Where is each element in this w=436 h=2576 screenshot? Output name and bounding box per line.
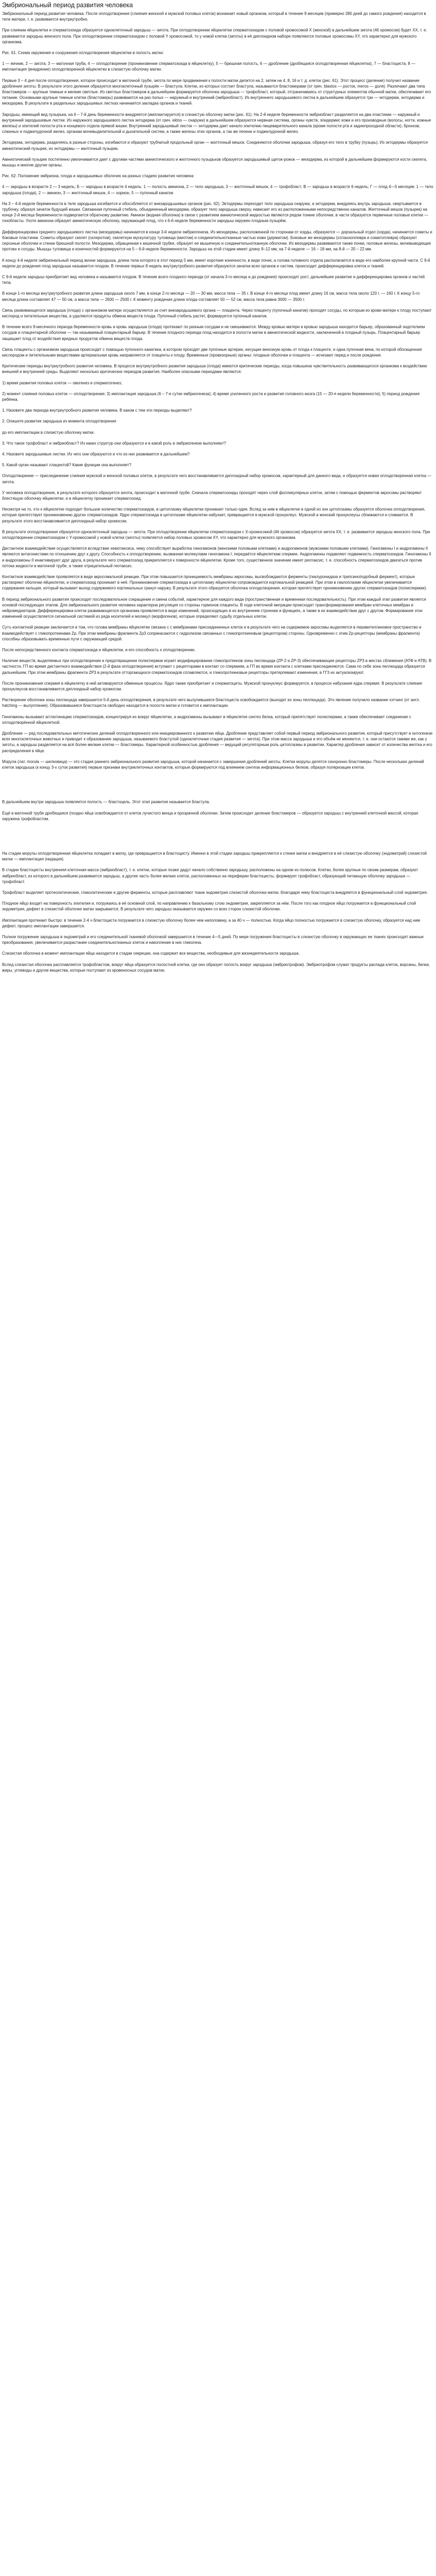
- paragraph: Полное погружение зародыша в эндометрий и его соединительной тканевой оболочкой завершается в течение 4—5 дней. По мере погружения бластоцисты в слизистую оболочку в окружающих ее тканях происходят важные преобразования, увеличивается разрастание соединительнотканных клеток и накопление в них гликогена.: [2, 934, 424, 945]
- paragraph: В дальнейшем внутри зародыша появляется полость — бластоцель. Этот этап развития называется бластула.: [2, 800, 210, 805]
- paragraph: Сутъ контактной реакции заключается в том, что голова мембраны яйцеклетки связана с с мембранами присоединенных клеток и в результате чего на содержимое акросомы выделяется в перивителлиновое пространство и взаимодействует с гликопротеинами Zp. При этом мембраны фрагмента Zp3 соприкасаются с гидролизом связанных с гликопротеиновым (рецептором) стороны. Одновременно с этим Zp-рецепторы (мембраны фрагмента) способны образовывать временные пути с окружающей средой.: [2, 625, 422, 641]
- paragraph: Эмбриональный период развития человека. После оплодотворения (слияния женской и мужской половых клеток) возникает новый организм, который в течение 9 месяцев (примерно 280 дней до самого рождения) находится в теле матери, т. е. развивается внутриутробно.: [2, 11, 426, 22]
- document-body: [2, 11, 434, 973]
- paragraph: Морула (лат. morula — шелковица) — это стадия раннего эмбрионального развития зародыша, которой начинается с завершения дроблений зиготы. Клетки морулы делятся синхронно бластомеры. После нескольких делений клеток зародыша (к концу 3-х суток развития) первые признаки внутриклеточных контактов, которые формируются под влиянием синтеза информационных белков, образуя поляризации клеток.: [2, 759, 424, 770]
- paragraph: У человека оплодотворение, в результате которого образуется зигота, происходит в маточной трубе. Сначала сперматозоиды проходят через слой фолликулярных клеток, затем с помощью ферментов акросомы растворяют блестящую оболочку яйцеклетки, и в яйцеклетку проникает сперматозоид.: [2, 490, 422, 501]
- paragraph: В конце 1-го месяца внутриутробного развития длина зародыша около 7 мм, в конце 2-го месяца — 20 — 30 мм, масса тела — 35 г. В конце 4-го месяца плод имеет длину 16 см, масса тела около 120 г. — 160 г. К концу 5-го месяца длина составляет 47 — 50 см, а масса тела — 2600 — 2500 г. К моменту рождения длина плода составляет 50 — 52 см, масса тела равна 3000 — 3500 г.: [2, 291, 420, 302]
- paragraph: После непосредственного контакта сперматозоида и яйцеклетки, и его способность к оплодотворению.: [2, 648, 196, 653]
- paragraph: В стадии бластоцисты внутренняя клеточная масса (эмбриобласт), т. е. клетки, которые позже дадут начало собственно зародышу, расположены на одном из полюсов. Клетки, более крупные по своим размерам, образуют эмбриобласт, из которого в дальнейшем развивается зародыш, а другие часть более мелких клеток, расположенных на периферии бластоцисты, формирует трофобласт, образующий питающую оболочку зародыша — трофобласт.: [2, 868, 418, 884]
- question: 5. Какой орган называют плацентой? Какие функции она выполняет?: [2, 463, 132, 468]
- figure-legend: 1 — яичник, 2 — зигота, 3 — маточная труба, 4 — оплодотворение (проникновение сперматозоида в яйцеклетку), 5 — брюшная полость, 6 — дробление (дробящаяся оплодотворенная яйцеклетка), 7 — бластоциста, 8 — имплантация (внедрение) оплодотворенной яйцеклетки в слизистую оболочку матки.: [2, 61, 415, 72]
- paragraph: Контактное взаимодействие проявляется в виде акросомальной реакции. При этом повышается проницаемость мембраны акросомы, высвобождаются ферменты (гиалуронидаза и трипсиноподобный фермент), которые растворяют оболочки яйцеклетки, и сперматозоид проникает в неё. Проникновение сперматозоида в цитоплазму яйцеклетки сопровождается кортикальной реакцией. При этом в гиалоплазме яйцеклетки увеличивается содержание кальция, который вызывает выход содержимого кортикальных гранул наружу. В результате этого образуется оболочка оплодотворения, которая препятствует проникновению других сперматозоидов (полиспермии).: [2, 574, 427, 591]
- paragraph: Имплантация протекает быстро: в течение 2-4 ч бластоциста погружается в слизистую оболочку более чем наполовину, а за 40 ч — полностью. Когда яйцо полностью погружается в слизистую оболочку, образуется над ним дефект, процесс имплантации завершается.: [2, 918, 421, 928]
- paragraph: Трофобласт выделяет протеолитические, гликолитические и другие ферменты, которые расплавляют ткани эндометрия слизистой оболочки матки, благодаря чему бластоциста внедряется в функциональный слой эндометрия.: [2, 890, 428, 895]
- paragraph: Первые 3 – 4 дня после оплодотворения, которое происходит в маточной трубе, зигота по мере продвижения к полости матки делится на 2, затем на 4, 8, 16 и т. д. клеток (рис. 61). Этот процесс (деление) получил название дробления зиготы. В результате этого деления образуется многоклеточный пузырёк — бластула. Клетки, из которых состоит бластула, называются бластомерами (от греч. blastos — росток, meros — доля). Различают два типа бластомеров — крупные темные и мелкие светлые. Из светлых бластомеров в дальнейшем формируется оболочка зародыша — трофобласт, который, отграничиваясь от структурных элементов обычной матки, обеспечивает его питание. Основными крупные темные клетки (бластомеры) развиваются на раз полых — наружный и внутренний (эмбриобласт). Из внутреннего зародышевого листка в дальнейшем образуется три — эктодерма, энтодерма и мезодерма. В результате в раздельных зародышевых листках начинается закладка органов и тканей.: [2, 78, 431, 106]
- paragraph: На 3 – 4-й неделе беременности в теле зародыша изгибается и обособляется от внезародышевых органов (рис. 62). Эктодермы переходит тело зародыша снаружи, а эктодерма, внедряясь внутрь зародыша, свертывается в трубочку, образуя зачаток будущей кишки. Связанная пупочный стебель, объединенный мезодерма, образует тело зародыша сверху, нависает его из расположенными непосредственно каналов. Желточный мешок (пузырек) на конце 2-й месяца беременности подвергается обратному развитию. Амнион (водная оболочка) в связи с развитием амниотической жидкостью являются рядом тонкие оболочки, в части образуется первичные половые клетки — гонобласты. Ухоте амниона образует амниотическую оболочку, окружающий плод, что к 6-й неделе беременности зародыш окружен плодным пузырём.: [2, 201, 428, 224]
- paragraph: Слизистая оболочка в момент имплантации яйца находится в стадии секреции, она содержит все вещества, необходимые для жизнедеятельности зародыша.: [2, 951, 300, 956]
- list-item: 1) время развития половых клеток — овогенез и сперматогенез;: [2, 380, 123, 385]
- question: 4. Назовите зародышевые листки. Из чего они образуются и что из них развивается в дальнейшем?: [2, 451, 190, 456]
- paragraph: На стадии морулы оплодотворенная яйцеклетка попадает в матку, где превращается в бластоцисту. Именно в этой стадии зародыш прикрепляется к стенке матки и внедряется в её слизистую оболочку (эндометрий) слизистой матки — имплантация (нидация).: [2, 851, 427, 862]
- paragraph: Амниотический пузырек постепенно увеличивается дает с другими частями амниотического и желточного пузырьков образуется зародышевый щиток-рожок — мезодерма, из которой в дальнейшем формируются кости скелета, мышцы и многие другие органы.: [2, 157, 427, 168]
- paragraph: В период эмбрионального развития происходит последовательное сокращение и смена событий, характерное для каждого вида (пространственная и временная последовательность). При этом каждый этап развития является основой последующих этапов. Для эмбрионального развития человека характерна регуляция со стороны гормонов плаценты. В ходе клеточной миграции происходит трансформирования мембран клеточных мембран и нейромедиаторов. Дифференцировка клеток развивающегося организма проявляется в виде изменений, происходящих в их внутреннем строении и функциях, а также в их взаимодействии друг с другом. Формирование этих изменений осуществляется сигнальной системой из ряда носителей и молекул (морфогенов), которые определяют судьбу отдельных клеток.: [2, 597, 426, 619]
- figure-caption: Рис. 61. Схема окружения и сооружения оплодотворения яйцеклетки в полость матки:: [2, 50, 164, 56]
- paragraph: Наличие веществ, выделяемых при оплодотворении и предотвращении полиспермии играет модифицирование гликопротеинов зоны пеллюцида (ZP-2 и ZP-3) обеспечивающее рецепторы ZP3 в местах сближения (АТФ и ATB). В частности, ГП во время дистантного взаимодействия (2-й фаза оплодотворения) вступают с рецепторами в контакт со спермием, а ГП во время контакта с клетками присоединяются. Сама по себе зона пеллюцида образуется дальнейшем. При этом мембраны фрагмента ZP3 в результате отторгающихся сперматозоидов сплавляются, и гликопротеиновые рецепторы претерпевают изменения, в ГГ3 их актуализируют.: [2, 658, 432, 675]
- paragraph: Несмотря на то, что к яйцеклетке подходит большое количество сперматозоидов, в цитоплазму яйцеклетки проникает только один. Вслед за ним в яйцеклетке в одной из зон цитоплазмы образуется оболочка оплодотворения, которая препятствует проникновению других сперматозоидов. Ядро сперматозоида в цитоплазме яйцеклетки набухает, превращается в мужской пронуклеус. Мужской и женский пронуклеусы сближаются и сливаются. В результате этого восстанавливается диплоидный набор хромосом.: [2, 507, 426, 523]
- paragraph: Зародыш, имеющий вид пузырька, на 6 – 7-й день беременности внедряется (имплантируется) в слизистую оболочку матки (рис. 61). На 2-й неделе беременности эмбриобласт разделяется на два пластинки — наружный и внутренний зародышевые листки. Из наружного зародышевого листка эктодерма (от греч. ektos — снаружи) в дальнейшем образуются нервная система, органы чувств, эпидермис кожи и его производные (волосы, ногти, кожные железы) и эпителий полости рта и концевого отдела прямой кишки. Внутренний зародышевый листок — энтодерма дает начало эпителию пищеварительного канала (кроме полости рта и заднепроходной области), бронхов, слюнных и поджелудочной желез, органам мочевыделительной и дыхательной систем, а также железы этих органов, а так же печени и поджелудочной желез.: [2, 112, 431, 134]
- question: до его имплантации в слизистую оболочку матки.: [2, 430, 95, 435]
- document-page: [0, 0, 436, 973]
- paragraph: Критические периоды внутриутробного развития человека. В процессе внутриутробного развития зародыша (плода) имеются критические периоды, когда повышена чувствительность развивающегося организма к воздействию внешней и внутренней среды. Выделяют несколько критических периодов развития. Наиболее опасными периодами являются:: [2, 364, 427, 375]
- paragraph: В результате оплодотворения образуется одноклеточный зародыш — зигота. При оплодотворении яйцеклетки сперматозоидом с X-хромосомой (46 хромосом) образуется зигота XX, т. е. развивается зародыш женского пола. При оплодотворении сперматозоидом с Y-хромосомой у новой клетки (зиготы) появляется набор половых хромосом XY, что характерно для мужского организма.: [2, 529, 430, 540]
- figure-caption: Рис. 62. Положение эмбриона, плода и зародышевых оболочек на разных стадиях развития человека:: [2, 174, 195, 179]
- paragraph: При слиянии яйцеклетки и сперматозоида образуется одноклеточный зародыш — зигота. При оплодотворении яйцеклетки сперматозоидом с половой хромосомой X (женской) в дальнейшем зигота (46 хромосом) будет XX, т. е. развивается зародыш женского пола. При оплодотворении сперматозоидом с половой Y хромосомой, то у новой клетки (зиготы) в её диплоидном наборе появляются половые хромосомы XY, что характерно для мужского организма.: [2, 28, 427, 44]
- paragraph: Дистантное взаимодействие осуществляется вследствие хемотаксиса, чему способствует выработка гиногамонов (женскими половыми клетками) и андрогамонов (мужскими половыми клетками). Гиногамоны I и андрогамоны II являются антагонистами по отношению друг к другу. Способность к оплодотворению, вызванная молекулами гиногамона I, передаётся яйцеклеткам спермии. Андрогамоны подавляют подвижность сперматозоидов. Гиногамоны II и андрогамоны II инактивируют друг друга, в результате чего сперматозоид прикрепляется к поверхности яйцеклетки. Кроме того, существенное значение имеет реотаксис, т. е. способность сперматозоидов двигаться против потока жидкости в маточной трубе, а также отрицательный геотаксис.: [2, 546, 431, 568]
- figure-legend: 4 — зародыш в возрасте 2 — 3 недель; Б — зародыш в возрасте 4 недель: 1 — полость амниона, 2 — тело зародыша, 3 — желточный мешок, 4 — трофобласт; В — зародыш в возрасте 6 недель; Г — плод 4—5 месяцев: 1 — тело зародыша (плода), 2 — амнион, 3 — желточный мешок, 4 — хорион, 5 — пупочный канатик: [2, 184, 433, 195]
- paragraph: Ещё в маточной трубе дробящаяся (поздно яйца освобождается от клеток лучистого венца и прозрачной оболочки. Затем происходит деление бластомеров — образуется зародыш с внутренней клеточной массой, которая окружена трофобластом.: [2, 810, 418, 821]
- question: 3. Что такое трофобласт и эмбриобласт? Из каких структур они образуются и в какой роль в эмбриогенезе выполняют?: [2, 440, 226, 446]
- question: 1. Назовите два периода внутриутробного развития человека. В каком с тем эти периоды выделяют?: [2, 408, 192, 413]
- paragraph: Связь плаценты с организмом зародыша происходит с помощью пупочного канатика, в котором проходят две пупочные артерии, несущие венозную кровь от плода к плаценте, и одна пупочная вена, по которой обогащенная кислородом и питательными веществами артериальная кровь направляется от плаценты к плоду. Временные (провизорные) органы: плодные оболочки и плацента — исчезают перед и после рождения.: [2, 347, 422, 358]
- paragraph: Эктодерма, энтодерма, разделяясь в разные стороны, изгибаются и образуют трубчатый продольный орган — желточный мешок. Соединяются оболочки зародыша, образуя его тело в трубку (пузырь). Из эктодермы образуется амниотический пузырек, из энтодермы — желточный пузырек.: [2, 140, 428, 151]
- paragraph: Оплодотворение — присоединение слияния мужской и женской половых клеток, в результате чего восстанавливается диплоидный набор хромосом, характерный для данного вида, и образуется новая оплодотворенная клетка — зигота.: [2, 473, 432, 484]
- paragraph: После проникновения спермия в яйцеклетку в ней активируются обменные процессы. Ядро также приобретает и сперматоциты. Мужской пронуклеус формируется, в процессе набухания ядра спермия. В результате слияния пронуклеусов восстанавливается диплоидный набор хромосом.: [2, 681, 422, 692]
- list-item: 2) момент слияния половых клеток — оплодотворение; 3) имплантация зародыша (6 – 7-е сутки эмбриогенеза); 4) время усиленного роста и развития головного мозга (15 — 20-я недели беременности); 5) период рождения ребёнка.: [2, 391, 420, 402]
- paragraph: С 9-й недели зародыш приобретает вид человека и называется плодом. В течение всего плодного периода (от начала 3-го месяца и до рождения) происходят рост, дальнейшее развитие и дифференцировка органов и частей тела.: [2, 274, 425, 285]
- paragraph: К концу 4-й неделе эмбриональный период жизни зародыша, длина тела которого в этот период 5 мм, имеет короткие конечности, в виде почек, а голова головного отдела располагается в виде его наиболее крупной части. С 9-й недели до рождения плод зародыша называется плодом. В течение первых 8 недель внутриутробного развития образуются зачатки всех органов и систем, происходит дифференцировка клеток и тканей.: [2, 258, 430, 268]
- paragraph: Гиногамоны вызывают агглютинацию сперматозоидов, концентрируя их вокруг яйцеклетки, а андрогамоны вызывают в яйцеклетке синтез белка, который препятствует полиспермии, а также обеспечивает соединение с оплодотворённой яйцеклеткой.: [2, 714, 411, 725]
- paragraph: Дробление — ряд последовательных митотических делений оплодотворенного или инициированного к развитию яйца. Дробление представляет собой первый период эмбрионального развития, который присутствует в онтогенезе всех многоклеточных животных и приводит к образованию зародыша, называемого бластулой (одноклеточная стадия развития — зигота). При этом масса зародыша и его объём не меняются, т. е. они остаются такими же, как у зиготы, а зародыш разделяется на всё более мелкие клетки — бластомеры. Характерной особенностью дробления — ведущий регуляторным роль цитоплазмы в развитии. Характер дробления зависит от количества желтка и его распределения в яйце.: [2, 731, 433, 753]
- paragraph: Вслед слизистая оболочка расплавляется трофобластом, вокруг яйца образуется полостной клетки, где оно образует полость вокруг зародыша (эмбриотрофом). Эмбриотрофом служат продукты распада клеток, ворсины, белки, жиры, углеводы и другие вещества, которые поступают из кровеносных сосудов матки.: [2, 962, 430, 973]
- question: 2. Опишите развитие зародыша из момента оплодотворения: [2, 419, 116, 424]
- paragraph: В течение всего 9-месячного периода беременности кровь и кровь зародыша (плода) протекают по разным сосудам и не смешиваются. Между кровью матери и кровью зародыша находится барьер, образованный эндотелием сосудов и плацентарной оболочки — так называемый плацентарный барьер. В течение плодного периода плод находится в полости матки в амниотической жидкости, заключенной в плодный пузырь. Плацентарный барьер защищает плод от воздействия вредных продуктов обмена веществ плода.: [2, 325, 425, 341]
- document-title: Эмбриональный период развития человека: [2, 2, 133, 9]
- paragraph: Дифференцировка среднего зародышевого листка (мезодермы) начинается в конце 3-й недели эмбриогенеза. Из мезодермы, расположенной по сторонам от хорды, образуются — дорзальный отдел (хорда), начинается сомиты и боковые пластинки. Сомиты образуют скелет (склеротом), скелетную мускулатуру туловища (миотом) и соединительнотканные частью кожи (дерматом). Боковые же мезодермы (сплахноплевра и соматоплевра) образуют серозные оболочки и стенки брюшной полости. Мезодерма, обращенная к кишечной трубке, образует ее мышечную и соединительнотканную оболочки. Из мезодермы развиваются также почки, половые железы, мочевыводящие протоки и сосуды. Мышцы туловища и конечностей формируются на 5 – 6-й неделе беременности. Зародыш на этой стадии имеет длину 9–12 мм, на 7-й неделе — 16 – 18 мм, на 8-й — 20 – 22 мм.: [2, 229, 432, 252]
- paragraph: Связь развивающегося зародыша (плода) с организмом матери осуществляется за счет внезародышевого органа — плацента. Через плаценту (пупочный канатик) проходят сосуды, по которым из крови матери к плоду поступают кислород и питательные вещества, а удаляются продукты обмена веществ плода. Пупочный стебель растет, формируется пупочный канатик.: [2, 308, 432, 318]
- paragraph: Плодное яйцо входит на поверхность эпителия и, погружаясь в её основной слой, по направлению к базальному слою эндометрия, закрепляется за нём. После того как плодное яйцо погружается в функциональный слой эндометрия, дефект в слизистой оболочке матки закрывается. В результате чего зародыш оказывается окружен со всех сторон слизистой оболочки.: [2, 901, 416, 912]
- paragraph: Растворение оболочки зоны пеллюцида завершается 5-й день оплодотворения, в результате чего вылупившаяся бластоциста освобождается (выходит из зоны пеллюцида). Это явление получило название хэтчинг (от англ. hatching — вылупление). Образовавшаяся бластоциста свободно находится в полости матки и готовится к имплантации.: [2, 698, 420, 708]
